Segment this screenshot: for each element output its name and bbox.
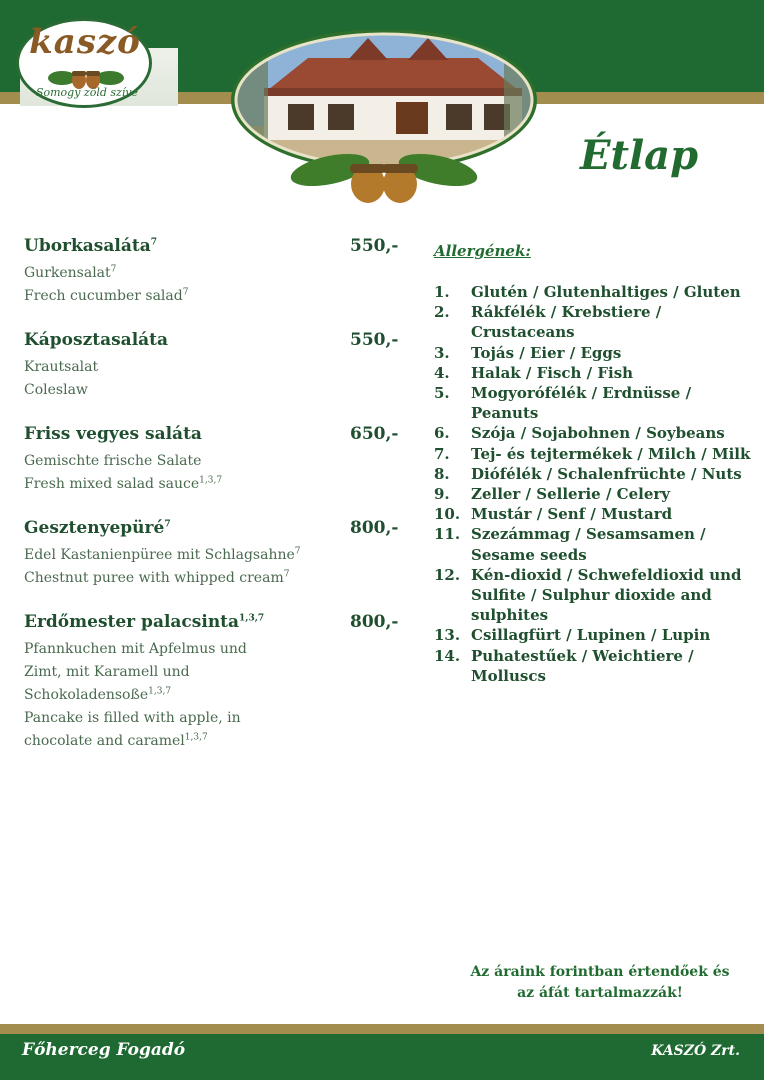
item-price: 800,- <box>350 612 399 632</box>
item-desc-en: Pancake is filled with apple, in chocolate and caramel$^{1,3,7}$ <box>24 710 241 749</box>
item-desc-en: Chestnut puree with whipped cream$^7$ <box>24 569 290 586</box>
item-price: 800,- <box>350 518 399 538</box>
allergen-item: 9. Zeller / Sellerie / Celery <box>434 485 670 504</box>
item-name: Káposztasaláta <box>24 330 169 350</box>
allergen-item: 13. Csillagfürt / Lupinen / Lupin <box>434 626 711 645</box>
footer-venue-name: Főherceg Fogadó <box>22 1040 186 1060</box>
item-desc-de: Pfannkuchen mit Apfelmus und Zimt, mit Karamell und Schokoladensoße$^{1,3,7}$ <box>24 641 247 703</box>
logo-tagline: Somogy zöld szíve <box>35 86 139 99</box>
price-note: Az áraink forintban értendőek és az áfát tartalmazzák! <box>470 964 730 1001</box>
footer-company: KASZÓ Zrt. <box>651 1043 740 1059</box>
allergen-item: 6. Szója / Sojabohnen / Soybeans <box>434 424 725 443</box>
allergen-item: 3. Tojás / Eier / Eggs <box>434 343 622 362</box>
item-price: 650,- <box>350 424 399 444</box>
allergen-item: 1. Glutén / Glutenhaltiges / Gluten <box>434 283 741 301</box>
allergen-item: 8. Diófélék / Schalenfrüchte / Nuts <box>434 464 742 483</box>
menu-item <box>24 518 404 590</box>
menu-item <box>24 236 404 308</box>
allergen-item: 4. Halak / Fisch / Fish <box>434 363 634 382</box>
inn-photo <box>228 30 544 214</box>
item-price: 550,- <box>350 236 399 256</box>
item-desc-de: Gurkensalat$^7$ <box>24 264 117 281</box>
item-name: Erdőmester palacsinta$^{1,3,7}$ <box>24 612 265 632</box>
allergen-list <box>434 282 754 686</box>
menu-item <box>24 330 404 402</box>
menu-item <box>24 424 404 496</box>
allergen-item: 14. Puhatestűek / Weichtiere / Molluscs <box>434 646 694 685</box>
item-desc-en: Coleslaw <box>24 382 88 398</box>
allergen-item: 2. Rákfélék / Krebstiere / Crustaceans <box>434 303 662 342</box>
allergen-title: Allergének: <box>434 242 531 260</box>
allergen-item: 10. Mustár / Senf / Mustard <box>434 505 673 524</box>
inn-building-image <box>228 30 544 210</box>
item-name: Gesztenyepüré$^7$ <box>24 518 171 538</box>
footer-gold-stripe <box>0 1024 764 1034</box>
item-name: Friss vegyes saláta <box>24 424 202 444</box>
item-desc-de: Edel Kastanienpüree mit Schlagsahne$^7$ <box>24 546 301 563</box>
item-desc-de: Gemischte frische Salate <box>24 453 202 469</box>
allergen-section <box>434 242 754 686</box>
allergen-item: 11. Szezámmag / Sesamsamen / Sesame seeds <box>434 525 706 564</box>
item-desc-en: Frech cucumber salad$^7$ <box>24 287 189 304</box>
item-price: 550,- <box>350 330 399 350</box>
allergen-item: 5. Mogyorófélék / Erdnüsse / Peanuts <box>434 384 692 423</box>
menu-item <box>24 612 404 753</box>
item-desc-en: Fresh mixed salad sauce$^{1,3,7}$ <box>24 475 223 492</box>
page-title: Étlap <box>580 132 699 179</box>
allergen-item: 7. Tej- és tejtermékek / Milch / Milk <box>434 444 751 463</box>
logo-text: kaszó <box>29 22 141 62</box>
item-desc-de: Krautsalat <box>24 359 99 375</box>
menu-list <box>24 236 404 775</box>
allergen-item: 12. Kén-dioxid / Schwefeldioxid und Sulfite / Sulphur dioxide and sulphites <box>434 565 742 625</box>
item-name: Uborkasaláta$^7$ <box>24 236 157 256</box>
